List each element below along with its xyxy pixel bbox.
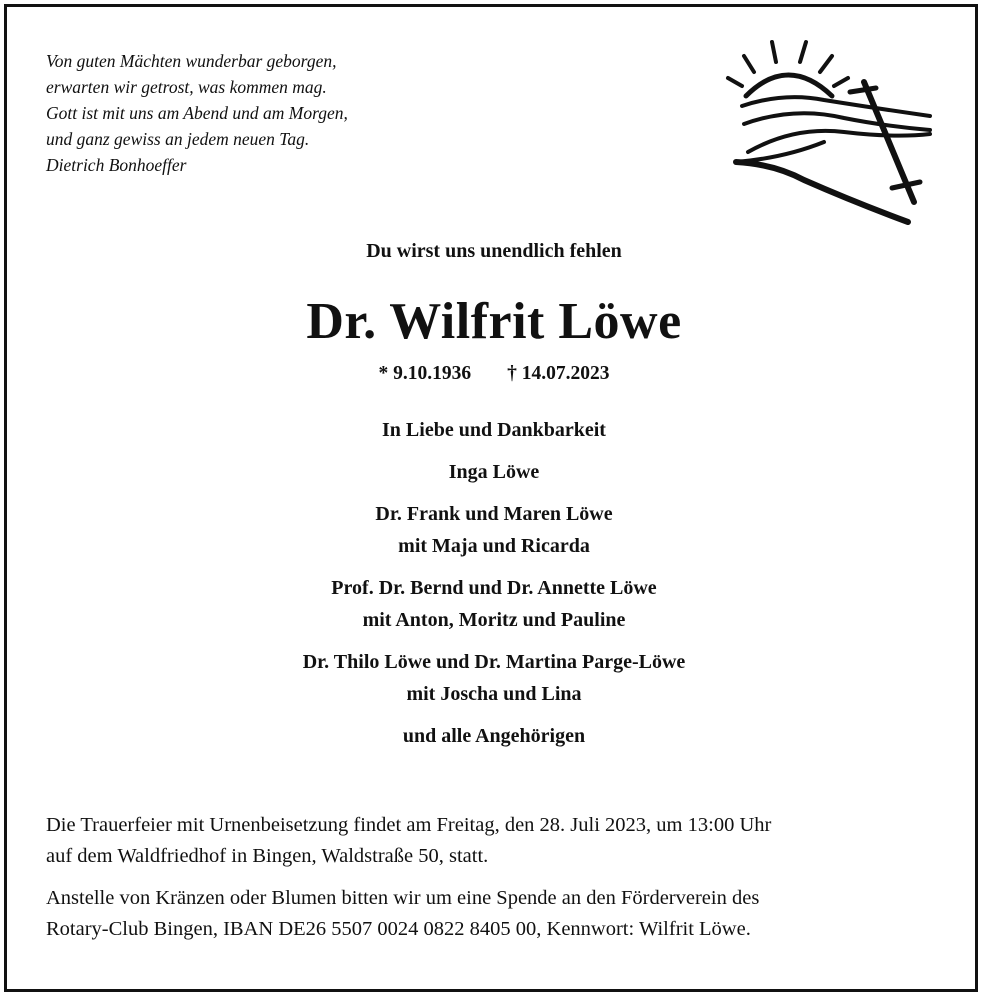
hill-line bbox=[748, 131, 930, 152]
mourner-line: mit Joscha und Lina bbox=[406, 683, 582, 705]
life-dates bbox=[0, 363, 988, 385]
mourner-group bbox=[0, 456, 988, 488]
notice-line: Die Trauerfeier mit Urnenbeisetzung findet am Freitag, den 28. Juli 2023, um 13:00 Uhr bbox=[46, 814, 772, 836]
notice-line: Rotary-Club Bingen, IBAN DE26 5507 0024 0822 8405 00, Kennwort: Wilfrit Löwe. bbox=[46, 918, 751, 940]
quote-line: erwarten wir getrost, was kommen mag. bbox=[46, 77, 327, 97]
mourner-group bbox=[0, 646, 988, 710]
quote-line: Von guten Mächten wunderbar geborgen, bbox=[46, 51, 337, 71]
death-date: † 14.07.2023 bbox=[507, 363, 610, 384]
quote-author: Dietrich Bonhoeffer bbox=[46, 155, 187, 175]
sun-arc bbox=[746, 75, 832, 96]
sunrise-hills-cross-icon bbox=[724, 34, 934, 230]
mourner-line: und alle Angehörigen bbox=[402, 725, 586, 747]
cross-beam bbox=[850, 88, 876, 92]
bonhoeffer-quote bbox=[46, 48, 606, 178]
hill-line bbox=[742, 97, 930, 116]
mourner-line: Dr. Frank und Maren Löwe bbox=[375, 503, 613, 525]
quote-line: und ganz gewiss an jedem neuen Tag. bbox=[46, 129, 310, 149]
mourner-group bbox=[0, 720, 988, 752]
notice-line: auf dem Waldfriedhof in Bingen, Waldstraße 50, statt. bbox=[46, 845, 489, 867]
mourners-list bbox=[0, 414, 988, 762]
sun-ray bbox=[820, 56, 832, 72]
quote-line: Gott ist mit uns am Abend und am Morgen, bbox=[46, 103, 348, 123]
mourner-line: mit Maja und Ricarda bbox=[398, 535, 590, 557]
mourners-intro: In Liebe und Dankbarkeit bbox=[382, 419, 606, 441]
notice-line: Anstelle von Kränzen oder Blumen bitten wir um eine Spende an den Förderverein des bbox=[46, 887, 760, 909]
mourner-line: Prof. Dr. Bernd und Dr. Annette Löwe bbox=[331, 577, 657, 599]
cross-foot bbox=[892, 182, 920, 188]
hill-line bbox=[744, 113, 930, 130]
sun-ray bbox=[728, 78, 742, 86]
sun-ray bbox=[800, 42, 806, 62]
mourner-line: mit Anton, Moritz und Pauline bbox=[362, 609, 626, 631]
hill-slope bbox=[736, 162, 908, 222]
ceremony-notice bbox=[46, 810, 951, 872]
birth-date: * 9.10.1936 bbox=[378, 363, 472, 384]
sun-ray bbox=[744, 56, 754, 72]
mourner-line: Inga Löwe bbox=[448, 461, 540, 483]
mourner-group bbox=[0, 498, 988, 562]
donation-notice bbox=[46, 883, 951, 945]
sun-ray bbox=[834, 78, 848, 86]
mourner-line: Dr. Thilo Löwe und Dr. Martina Parge-Löwe bbox=[302, 651, 686, 673]
deceased-name: Dr. Wilfrit Löwe bbox=[306, 293, 682, 350]
motto: Du wirst uns unendlich fehlen bbox=[366, 240, 622, 262]
sun-ray bbox=[772, 42, 776, 62]
mourner-group bbox=[0, 572, 988, 636]
